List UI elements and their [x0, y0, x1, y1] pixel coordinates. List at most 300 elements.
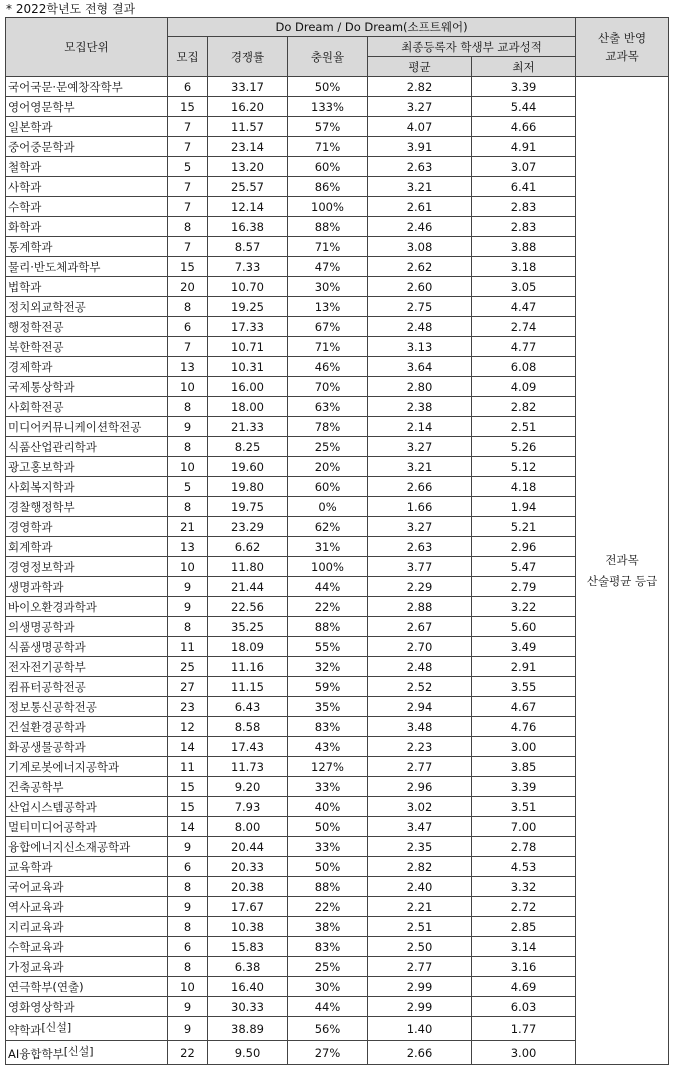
- cell-count: 8: [168, 397, 208, 417]
- cell-competition: 9.20: [208, 777, 288, 797]
- cell-avg: 1.66: [368, 497, 472, 517]
- table-row: [6, 837, 669, 857]
- unit-name: 행정학전공: [8, 319, 64, 334]
- cell-min: 3.39: [472, 77, 576, 97]
- cell-competition: 12.14: [208, 197, 288, 217]
- cell-competition: 16.40: [208, 977, 288, 997]
- cell-competition: 11.73: [208, 757, 288, 777]
- cell-competition: 18.00: [208, 397, 288, 417]
- cell-unit: [6, 317, 168, 337]
- cell-competition: 16.00: [208, 377, 288, 397]
- cell-count: 7: [168, 337, 208, 357]
- table-row: [6, 917, 669, 937]
- new-program-tag: [신설]: [41, 1020, 72, 1034]
- table-row: [6, 657, 669, 677]
- table-body: [6, 77, 669, 1065]
- cell-competition: 8.00: [208, 817, 288, 837]
- unit-name: 사학과: [8, 179, 42, 194]
- cell-competition: 16.20: [208, 97, 288, 117]
- cell-competition: 38.89: [208, 1017, 288, 1041]
- cell-count: 7: [168, 237, 208, 257]
- note-line1: 전과목: [605, 552, 639, 567]
- table-row: [6, 177, 669, 197]
- cell-count: 5: [168, 477, 208, 497]
- cell-min: 6.41: [472, 177, 576, 197]
- cell-fill-rate: 88%: [288, 217, 368, 237]
- cell-avg: 2.96: [368, 777, 472, 797]
- unit-name: 수학교육과: [8, 939, 64, 954]
- cell-min: 2.79: [472, 577, 576, 597]
- unit-name: 정보통신공학전공: [8, 699, 97, 714]
- cell-competition: 17.67: [208, 897, 288, 917]
- cell-min: 5.47: [472, 557, 576, 577]
- cell-competition: 17.43: [208, 737, 288, 757]
- table-row: [6, 337, 669, 357]
- unit-name: 경영정보학과: [8, 559, 75, 574]
- cell-unit: [6, 377, 168, 397]
- cell-fill-rate: 55%: [288, 637, 368, 657]
- cell-fill-rate: 22%: [288, 897, 368, 917]
- table-row: [6, 937, 669, 957]
- cell-competition: 21.44: [208, 577, 288, 597]
- cell-avg: 2.50: [368, 937, 472, 957]
- cell-competition: 19.25: [208, 297, 288, 317]
- cell-min: 2.74: [472, 317, 576, 337]
- cell-fill-rate: 127%: [288, 757, 368, 777]
- cell-count: 8: [168, 617, 208, 637]
- cell-competition: 13.20: [208, 157, 288, 177]
- cell-competition: 19.80: [208, 477, 288, 497]
- cell-competition: 16.38: [208, 217, 288, 237]
- cell-competition: 35.25: [208, 617, 288, 637]
- unit-name: 회계학과: [8, 539, 53, 554]
- unit-name: 국어교육과: [8, 879, 64, 894]
- cell-avg: 2.40: [368, 877, 472, 897]
- cell-count: 12: [168, 717, 208, 737]
- table-row: [6, 617, 669, 637]
- header-note: [576, 18, 669, 77]
- cell-unit: [6, 937, 168, 957]
- unit-name: 북한학전공: [8, 339, 64, 354]
- cell-unit: [6, 657, 168, 677]
- cell-fill-rate: 83%: [288, 937, 368, 957]
- cell-min: 4.18: [472, 477, 576, 497]
- cell-competition: 22.56: [208, 597, 288, 617]
- cell-unit: [6, 197, 168, 217]
- cell-fill-rate: 50%: [288, 857, 368, 877]
- cell-unit: [6, 537, 168, 557]
- cell-count: 9: [168, 897, 208, 917]
- cell-fill-rate: 13%: [288, 297, 368, 317]
- cell-unit: [6, 577, 168, 597]
- unit-name: 건설환경공학과: [8, 719, 86, 734]
- cell-count: 9: [168, 577, 208, 597]
- cell-competition: 17.33: [208, 317, 288, 337]
- cell-competition: 18.09: [208, 637, 288, 657]
- unit-name: 영화영상학과: [8, 999, 75, 1014]
- unit-name: 중어중문학과: [8, 139, 75, 154]
- cell-competition: 33.17: [208, 77, 288, 97]
- cell-competition: 11.80: [208, 557, 288, 577]
- cell-avg: 2.14: [368, 417, 472, 437]
- table-row: [6, 857, 669, 877]
- unit-name: 건축공학부: [8, 779, 64, 794]
- cell-unit: [6, 97, 168, 117]
- cell-min: 2.83: [472, 197, 576, 217]
- cell-avg: 2.66: [368, 477, 472, 497]
- cell-min: 3.85: [472, 757, 576, 777]
- table-row: [6, 977, 669, 997]
- unit-name: 경영학과: [8, 519, 53, 534]
- cell-fill-rate: 71%: [288, 137, 368, 157]
- cell-avg: 2.99: [368, 977, 472, 997]
- unit-name: 식품산업관리학과: [8, 439, 97, 454]
- cell-count: 9: [168, 417, 208, 437]
- cell-avg: 3.27: [368, 517, 472, 537]
- cell-competition: 10.71: [208, 337, 288, 357]
- cell-min: 4.66: [472, 117, 576, 137]
- cell-competition: 10.38: [208, 917, 288, 937]
- cell-fill-rate: 20%: [288, 457, 368, 477]
- table-row: [6, 137, 669, 157]
- cell-unit: [6, 877, 168, 897]
- cell-count: 20: [168, 277, 208, 297]
- cell-min: 1.77: [472, 1017, 576, 1041]
- cell-fill-rate: 57%: [288, 117, 368, 137]
- cell-avg: 3.64: [368, 357, 472, 377]
- cell-competition: 20.33: [208, 857, 288, 877]
- cell-count: 21: [168, 517, 208, 537]
- cell-avg: 3.21: [368, 177, 472, 197]
- cell-fill-rate: 30%: [288, 977, 368, 997]
- cell-count: 8: [168, 437, 208, 457]
- cell-count: 5: [168, 157, 208, 177]
- cell-unit: [6, 737, 168, 757]
- cell-fill-rate: 33%: [288, 837, 368, 857]
- cell-unit: [6, 477, 168, 497]
- cell-fill-rate: 78%: [288, 417, 368, 437]
- table-row: [6, 317, 669, 337]
- cell-competition: 7.93: [208, 797, 288, 817]
- cell-fill-rate: 60%: [288, 157, 368, 177]
- cell-avg: 2.29: [368, 577, 472, 597]
- new-program-tag: [신설]: [63, 1044, 94, 1058]
- cell-unit: [6, 997, 168, 1017]
- unit-name: 생명과학과: [8, 579, 64, 594]
- cell-competition: 6.43: [208, 697, 288, 717]
- cell-avg: 2.63: [368, 537, 472, 557]
- cell-count: 11: [168, 637, 208, 657]
- table-row: [6, 637, 669, 657]
- cell-count: 25: [168, 657, 208, 677]
- header-note-line1: 산출 반영: [598, 31, 647, 45]
- admission-results-table: [5, 17, 669, 1065]
- cell-count: 22: [168, 1041, 208, 1065]
- cell-fill-rate: 22%: [288, 597, 368, 617]
- cell-fill-rate: 25%: [288, 957, 368, 977]
- cell-competition: 10.31: [208, 357, 288, 377]
- cell-avg: 1.40: [368, 1017, 472, 1041]
- cell-fill-rate: 43%: [288, 737, 368, 757]
- cell-avg: 3.47: [368, 817, 472, 837]
- cell-min: 4.69: [472, 977, 576, 997]
- cell-fill-rate: 38%: [288, 917, 368, 937]
- table-row: [6, 237, 669, 257]
- cell-count: 14: [168, 817, 208, 837]
- cell-avg: 2.88: [368, 597, 472, 617]
- cell-competition: 20.38: [208, 877, 288, 897]
- cell-unit: [6, 897, 168, 917]
- cell-count: 7: [168, 117, 208, 137]
- cell-fill-rate: 70%: [288, 377, 368, 397]
- cell-count: 9: [168, 837, 208, 857]
- table-row: [6, 957, 669, 977]
- cell-avg: 2.82: [368, 77, 472, 97]
- header-grade-group: 최종등록자 학생부 교과성적: [368, 37, 576, 57]
- unit-name: 교육학과: [8, 859, 53, 874]
- unit-name: 광고홍보학과: [8, 459, 75, 474]
- cell-fill-rate: 31%: [288, 537, 368, 557]
- cell-count: 9: [168, 597, 208, 617]
- cell-fill-rate: 88%: [288, 877, 368, 897]
- cell-min: 3.00: [472, 737, 576, 757]
- cell-fill-rate: 62%: [288, 517, 368, 537]
- cell-fill-rate: 63%: [288, 397, 368, 417]
- unit-name: 정치외교학전공: [8, 299, 86, 314]
- cell-fill-rate: 35%: [288, 697, 368, 717]
- cell-min: 5.21: [472, 517, 576, 537]
- cell-unit: [6, 757, 168, 777]
- cell-count: 13: [168, 537, 208, 557]
- cell-avg: 3.48: [368, 717, 472, 737]
- cell-fill-rate: 67%: [288, 317, 368, 337]
- cell-min: 6.08: [472, 357, 576, 377]
- header-fill-rate: 충원율: [288, 37, 368, 77]
- cell-unit: [6, 917, 168, 937]
- cell-unit: [6, 977, 168, 997]
- cell-unit: [6, 437, 168, 457]
- cell-count: 8: [168, 957, 208, 977]
- cell-avg: 2.35: [368, 837, 472, 857]
- cell-avg: 2.63: [368, 157, 472, 177]
- cell-competition: 11.15: [208, 677, 288, 697]
- cell-avg: 2.52: [368, 677, 472, 697]
- note-cell: [576, 77, 669, 1065]
- cell-avg: 2.75: [368, 297, 472, 317]
- cell-fill-rate: 44%: [288, 577, 368, 597]
- cell-min: 3.55: [472, 677, 576, 697]
- table-row: [6, 477, 669, 497]
- cell-competition: 30.33: [208, 997, 288, 1017]
- cell-fill-rate: 27%: [288, 1041, 368, 1065]
- cell-min: 4.47: [472, 297, 576, 317]
- cell-unit: [6, 157, 168, 177]
- table-row: [6, 597, 669, 617]
- unit-name: 지리교육과: [8, 919, 64, 934]
- cell-avg: 2.66: [368, 1041, 472, 1065]
- cell-avg: 3.27: [368, 437, 472, 457]
- header-unit: 모집단위: [6, 18, 168, 77]
- cell-avg: 2.21: [368, 897, 472, 917]
- cell-count: 7: [168, 177, 208, 197]
- cell-unit: [6, 797, 168, 817]
- cell-avg: 2.48: [368, 317, 472, 337]
- cell-min: 2.82: [472, 397, 576, 417]
- table-row: [6, 757, 669, 777]
- cell-min: 2.72: [472, 897, 576, 917]
- note-line2: 산술평균 등급: [586, 573, 658, 588]
- cell-count: 6: [168, 857, 208, 877]
- cell-min: 3.18: [472, 257, 576, 277]
- cell-fill-rate: 50%: [288, 77, 368, 97]
- table-row: [6, 717, 669, 737]
- unit-name: 가정교육과: [8, 959, 64, 974]
- cell-min: 5.26: [472, 437, 576, 457]
- cell-unit: [6, 1017, 168, 1041]
- cell-unit: [6, 777, 168, 797]
- cell-avg: 2.60: [368, 277, 472, 297]
- cell-unit: [6, 277, 168, 297]
- cell-avg: 2.70: [368, 637, 472, 657]
- cell-fill-rate: 56%: [288, 1017, 368, 1041]
- table-row: [6, 497, 669, 517]
- cell-min: 3.51: [472, 797, 576, 817]
- unit-name: 수학과: [8, 199, 42, 214]
- cell-avg: 2.38: [368, 397, 472, 417]
- cell-count: 9: [168, 997, 208, 1017]
- cell-unit: [6, 297, 168, 317]
- cell-fill-rate: 33%: [288, 777, 368, 797]
- cell-count: 6: [168, 317, 208, 337]
- cell-unit: [6, 257, 168, 277]
- unit-name: 융합에너지신소재공학과: [8, 839, 131, 854]
- cell-min: 3.22: [472, 597, 576, 617]
- cell-avg: 3.08: [368, 237, 472, 257]
- cell-count: 15: [168, 97, 208, 117]
- cell-min: 3.00: [472, 1041, 576, 1065]
- cell-unit: [6, 217, 168, 237]
- cell-competition: 8.25: [208, 437, 288, 457]
- cell-unit: [6, 557, 168, 577]
- unit-name: 경찰행정학부: [8, 499, 75, 514]
- cell-fill-rate: 40%: [288, 797, 368, 817]
- cell-count: 10: [168, 557, 208, 577]
- table-row: [6, 817, 669, 837]
- cell-min: 2.83: [472, 217, 576, 237]
- unit-name: 화공생물공학과: [8, 739, 86, 754]
- unit-name: 영어영문학부: [8, 99, 75, 114]
- cell-competition: 6.38: [208, 957, 288, 977]
- cell-competition: 8.58: [208, 717, 288, 737]
- cell-unit: [6, 117, 168, 137]
- unit-name: 바이오환경과학과: [8, 599, 97, 614]
- cell-min: 5.60: [472, 617, 576, 637]
- cell-min: 4.77: [472, 337, 576, 357]
- unit-name: 미디어커뮤니케이션학전공: [8, 419, 142, 434]
- cell-competition: 19.60: [208, 457, 288, 477]
- cell-competition: 10.70: [208, 277, 288, 297]
- cell-fill-rate: 88%: [288, 617, 368, 637]
- cell-competition: 7.33: [208, 257, 288, 277]
- unit-name: 법학과: [8, 279, 42, 294]
- cell-avg: 3.13: [368, 337, 472, 357]
- table-row: [6, 697, 669, 717]
- cell-unit: [6, 837, 168, 857]
- cell-unit: [6, 397, 168, 417]
- cell-competition: 20.44: [208, 837, 288, 857]
- cell-unit: [6, 1041, 168, 1065]
- unit-name: 화학과: [8, 219, 42, 234]
- cell-fill-rate: 47%: [288, 257, 368, 277]
- table-row: [6, 377, 669, 397]
- header-note-line2: 교과목: [605, 49, 639, 63]
- table-row: [6, 77, 669, 97]
- cell-count: 13: [168, 357, 208, 377]
- cell-fill-rate: 50%: [288, 817, 368, 837]
- cell-competition: 19.75: [208, 497, 288, 517]
- table-row: [6, 1017, 669, 1041]
- cell-avg: 4.07: [368, 117, 472, 137]
- cell-unit: [6, 77, 168, 97]
- cell-min: 4.09: [472, 377, 576, 397]
- cell-count: 9: [168, 1017, 208, 1041]
- unit-name: 경제학과: [8, 359, 53, 374]
- cell-fill-rate: 46%: [288, 357, 368, 377]
- cell-avg: 3.27: [368, 97, 472, 117]
- cell-count: 14: [168, 737, 208, 757]
- cell-count: 7: [168, 197, 208, 217]
- unit-name: 산업시스템공학과: [8, 799, 97, 814]
- cell-fill-rate: 44%: [288, 997, 368, 1017]
- cell-fill-rate: 100%: [288, 197, 368, 217]
- table-row: [6, 537, 669, 557]
- unit-name: 철학과: [8, 159, 42, 174]
- table-row: [6, 557, 669, 577]
- table-row: [6, 357, 669, 377]
- table-row: [6, 877, 669, 897]
- table-row: [6, 217, 669, 237]
- table-row: [6, 277, 669, 297]
- cell-min: 1.94: [472, 497, 576, 517]
- unit-name: 의생명공학과: [8, 619, 75, 634]
- table-row: [6, 777, 669, 797]
- unit-name: 국어국문·문예창작학부: [8, 79, 123, 94]
- cell-min: 2.85: [472, 917, 576, 937]
- table-row: [6, 297, 669, 317]
- table-row: [6, 197, 669, 217]
- cell-min: 2.96: [472, 537, 576, 557]
- unit-name: 통계학과: [8, 239, 53, 254]
- cell-count: 8: [168, 217, 208, 237]
- cell-avg: 2.99: [368, 997, 472, 1017]
- cell-avg: 3.91: [368, 137, 472, 157]
- cell-fill-rate: 71%: [288, 237, 368, 257]
- cell-count: 15: [168, 777, 208, 797]
- cell-min: 2.78: [472, 837, 576, 857]
- cell-avg: 2.61: [368, 197, 472, 217]
- unit-name: AI융합학부: [8, 1046, 64, 1061]
- cell-unit: [6, 237, 168, 257]
- cell-min: 5.44: [472, 97, 576, 117]
- cell-count: 10: [168, 977, 208, 997]
- cell-fill-rate: 32%: [288, 657, 368, 677]
- cell-unit: [6, 177, 168, 197]
- cell-competition: 9.50: [208, 1041, 288, 1065]
- cell-unit: [6, 357, 168, 377]
- cell-unit: [6, 697, 168, 717]
- cell-min: 2.91: [472, 657, 576, 677]
- table-row: [6, 397, 669, 417]
